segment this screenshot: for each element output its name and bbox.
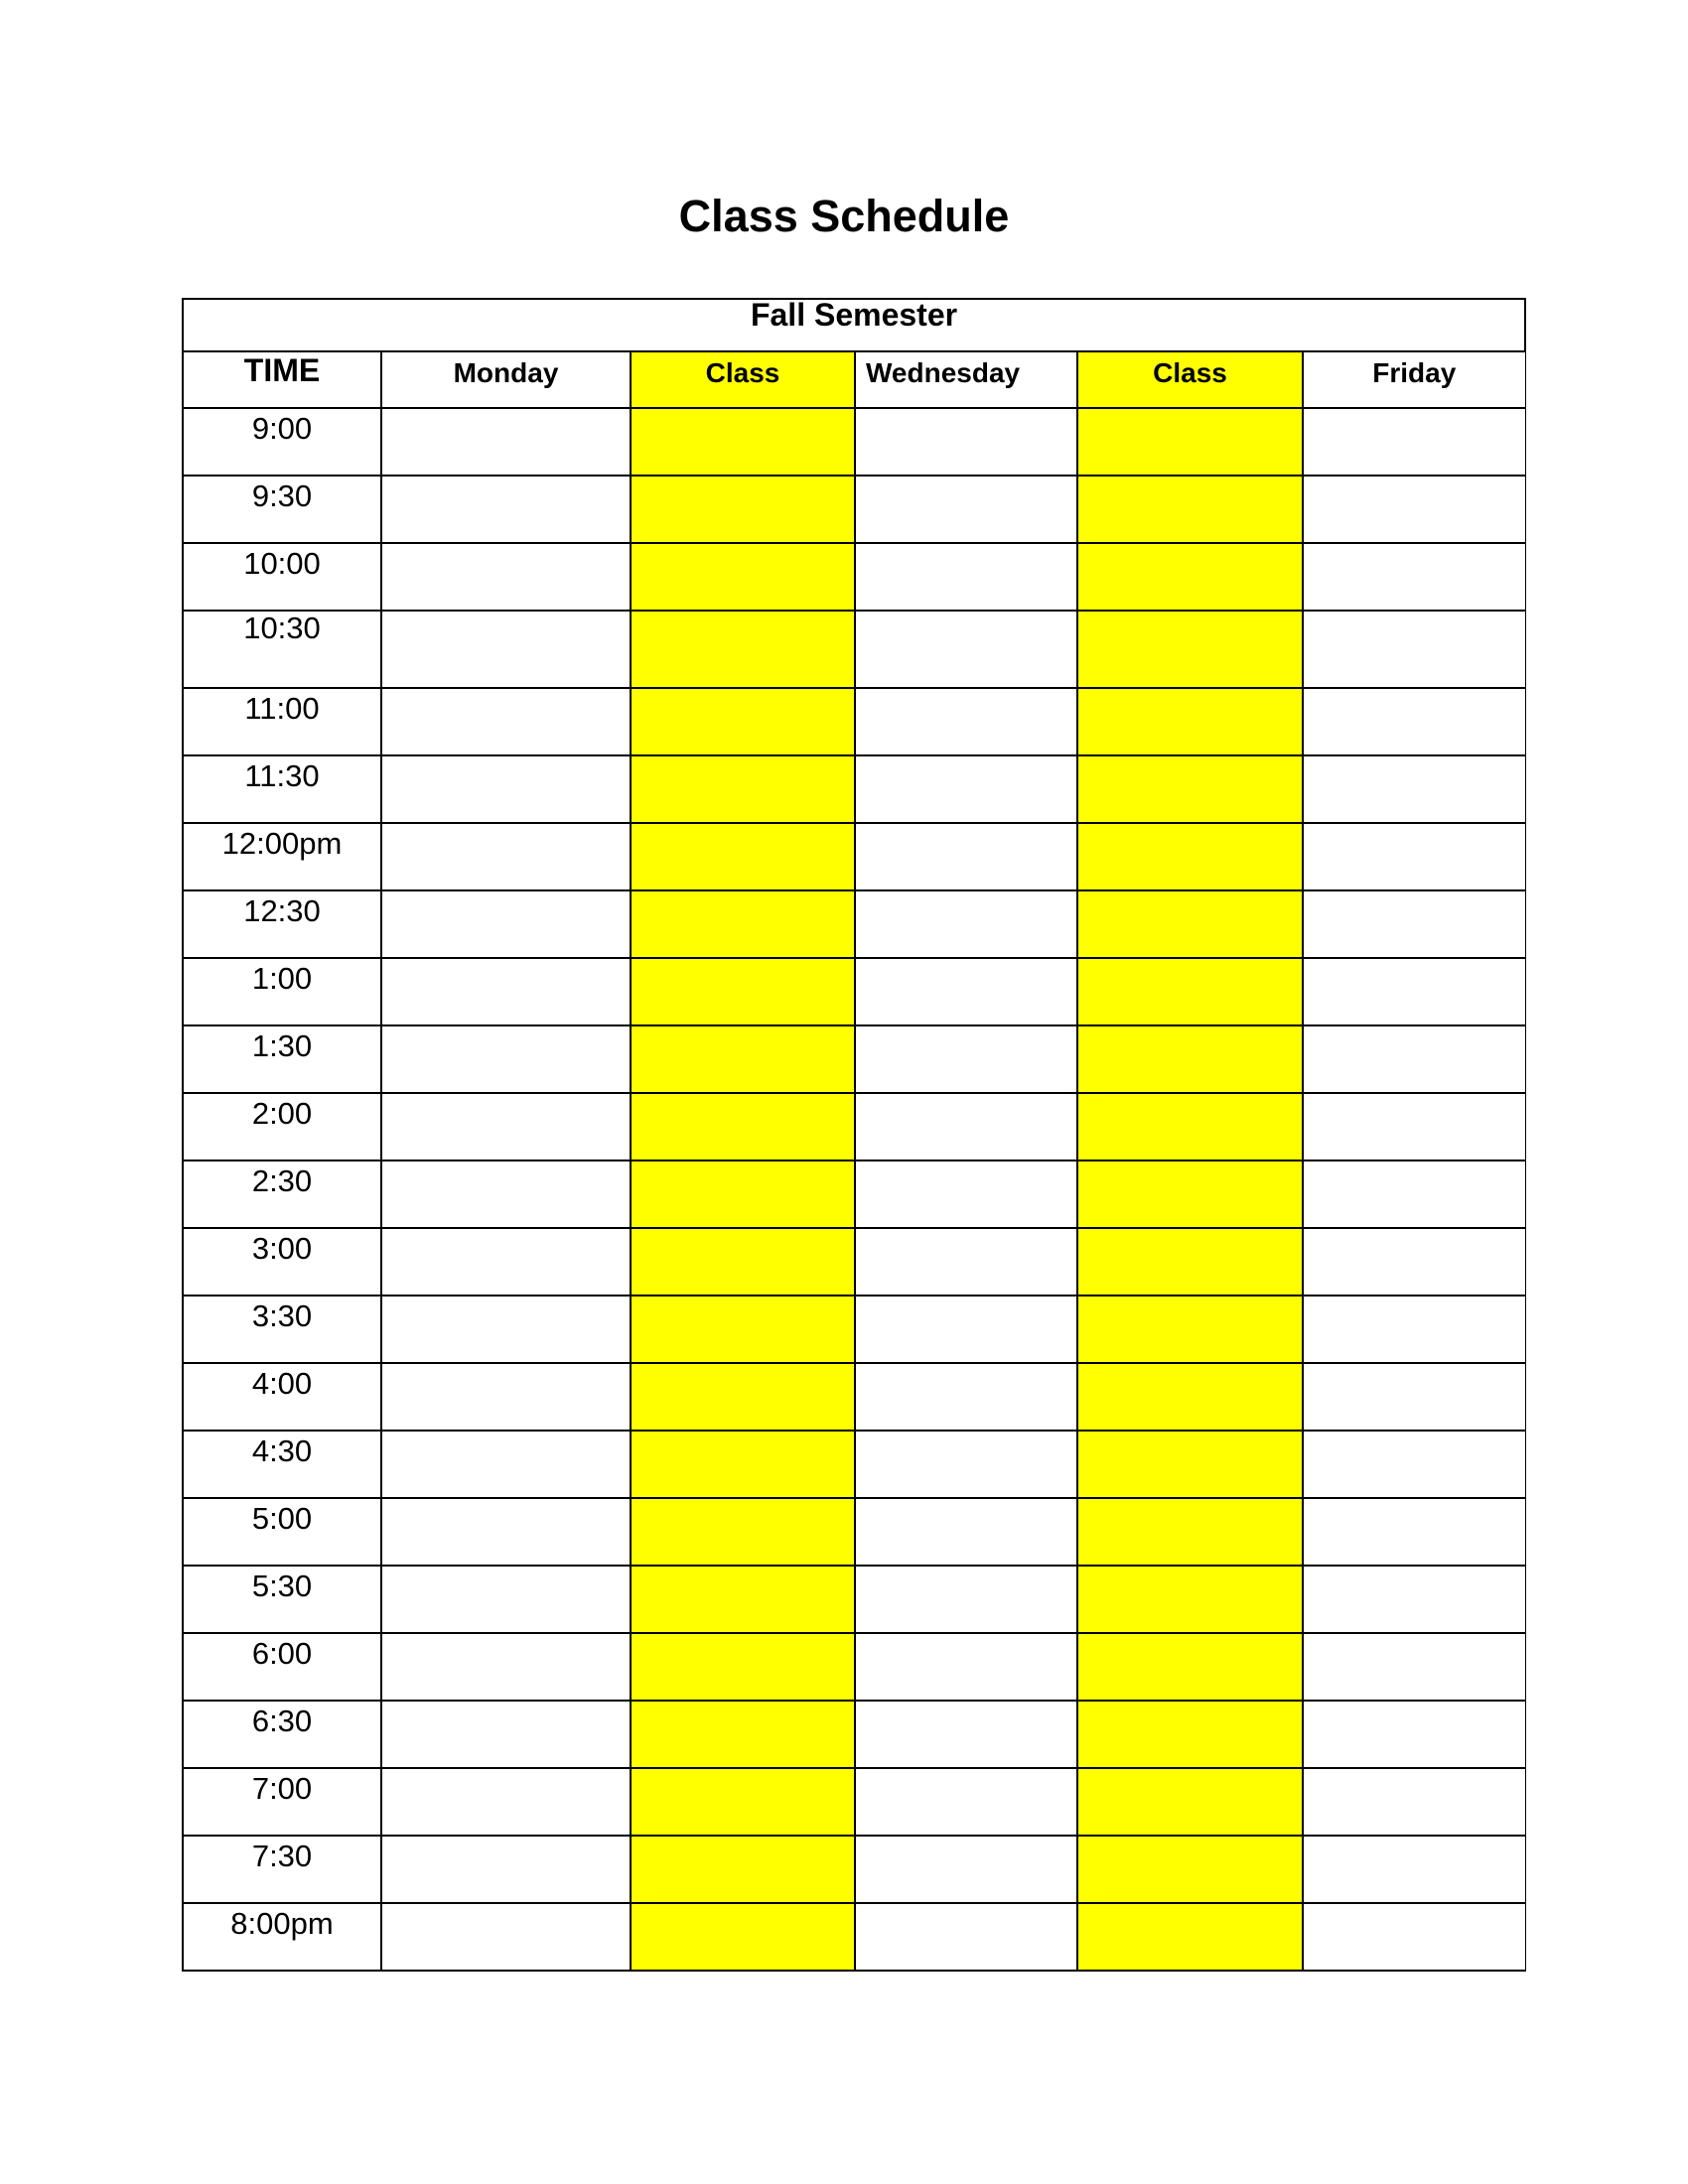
monday-cell[interactable]	[381, 1903, 631, 1971]
time-cell: 6:30	[183, 1701, 381, 1768]
wednesday-cell[interactable]	[855, 890, 1077, 958]
friday-cell[interactable]	[1303, 408, 1525, 476]
time-cell: 3:00	[183, 1228, 381, 1296]
table-row	[183, 1701, 1525, 1768]
class-cell[interactable]	[1077, 1160, 1303, 1228]
time-cell: 1:00	[183, 958, 381, 1025]
friday-cell[interactable]	[1303, 755, 1525, 823]
table-row	[183, 1431, 1525, 1498]
table-row	[183, 408, 1525, 476]
class-cell[interactable]	[1077, 1633, 1303, 1701]
class-cell[interactable]	[631, 543, 855, 611]
monday-cell[interactable]	[381, 1160, 631, 1228]
time-cell: 2:00	[183, 1093, 381, 1160]
class-cell[interactable]	[631, 408, 855, 476]
friday-cell[interactable]	[1303, 1093, 1525, 1160]
class-cell[interactable]	[1077, 688, 1303, 755]
wednesday-cell[interactable]	[855, 611, 1077, 688]
page-title: Class Schedule	[678, 191, 1010, 241]
class-cell[interactable]	[631, 958, 855, 1025]
monday-cell[interactable]	[381, 1296, 631, 1363]
monday-cell[interactable]	[381, 1093, 631, 1160]
wednesday-cell[interactable]	[855, 1903, 1077, 1971]
class-cell[interactable]	[1077, 408, 1303, 476]
friday-cell[interactable]	[1303, 1566, 1525, 1633]
class-cell[interactable]	[631, 611, 855, 688]
friday-cell[interactable]	[1303, 1903, 1525, 1971]
time-cell: 5:00	[183, 1498, 381, 1566]
friday-cell[interactable]	[1303, 1025, 1525, 1093]
class-cell[interactable]	[631, 1160, 855, 1228]
wednesday-cell[interactable]	[855, 1296, 1077, 1363]
friday-cell[interactable]	[1303, 1836, 1525, 1903]
wednesday-cell[interactable]	[855, 823, 1077, 890]
wednesday-cell[interactable]	[855, 1701, 1077, 1768]
class-cell[interactable]	[631, 1768, 855, 1836]
class-cell[interactable]	[1077, 1093, 1303, 1160]
monday-cell[interactable]	[381, 823, 631, 890]
friday-cell[interactable]	[1303, 1431, 1525, 1498]
class-cell[interactable]	[1077, 543, 1303, 611]
class-cell[interactable]	[631, 688, 855, 755]
wednesday-cell[interactable]	[855, 1363, 1077, 1431]
table-row	[183, 688, 1525, 755]
class-cell[interactable]	[631, 1498, 855, 1566]
wednesday-cell[interactable]	[855, 1836, 1077, 1903]
schedule-table	[182, 298, 1526, 1972]
table-row	[183, 823, 1525, 890]
friday-cell[interactable]	[1303, 476, 1525, 543]
wednesday-cell[interactable]	[855, 1431, 1077, 1498]
table-row	[183, 1836, 1525, 1903]
table-row	[183, 543, 1525, 611]
friday-cell[interactable]	[1303, 543, 1525, 611]
time-cell: 1:30	[183, 1025, 381, 1093]
class-cell[interactable]	[631, 1431, 855, 1498]
friday-cell[interactable]	[1303, 1633, 1525, 1701]
time-cell: 7:30	[183, 1836, 381, 1903]
time-cell: 10:30	[183, 611, 381, 688]
monday-cell[interactable]	[381, 1633, 631, 1701]
monday-cell[interactable]	[381, 1566, 631, 1633]
semester-title: Fall Semester	[183, 299, 1525, 351]
class-cell[interactable]	[1077, 1431, 1303, 1498]
time-cell: 7:00	[183, 1768, 381, 1836]
friday-cell[interactable]	[1303, 1296, 1525, 1363]
wednesday-cell[interactable]	[855, 755, 1077, 823]
time-cell: 11:00	[183, 688, 381, 755]
wednesday-cell[interactable]	[855, 1093, 1077, 1160]
table-row	[183, 1498, 1525, 1566]
class-cell[interactable]	[1077, 1701, 1303, 1768]
table-row	[183, 958, 1525, 1025]
semester-row	[183, 299, 1525, 351]
class-cell[interactable]	[631, 1228, 855, 1296]
monday-cell[interactable]	[381, 1228, 631, 1296]
table-row	[183, 1566, 1525, 1633]
class-cell[interactable]	[1077, 755, 1303, 823]
class-cell[interactable]	[631, 1566, 855, 1633]
class-cell[interactable]	[1077, 1903, 1303, 1971]
table-row	[183, 890, 1525, 958]
friday-cell[interactable]	[1303, 890, 1525, 958]
friday-cell[interactable]	[1303, 1363, 1525, 1431]
monday-cell[interactable]	[381, 1025, 631, 1093]
time-cell: 10:00	[183, 543, 381, 611]
monday-cell[interactable]	[381, 1701, 631, 1768]
table-row	[183, 1633, 1525, 1701]
table-row	[183, 1025, 1525, 1093]
monday-cell[interactable]	[381, 890, 631, 958]
column-header-monday: Monday	[381, 351, 631, 408]
column-header-class: Class	[631, 351, 855, 408]
class-cell[interactable]	[631, 476, 855, 543]
class-cell[interactable]	[631, 1093, 855, 1160]
class-cell[interactable]	[1077, 476, 1303, 543]
friday-cell[interactable]	[1303, 1768, 1525, 1836]
monday-cell[interactable]	[381, 611, 631, 688]
monday-cell[interactable]	[381, 543, 631, 611]
time-cell: 6:00	[183, 1633, 381, 1701]
class-cell[interactable]	[631, 1296, 855, 1363]
wednesday-cell[interactable]	[855, 408, 1077, 476]
class-cell[interactable]	[631, 890, 855, 958]
class-cell[interactable]	[1077, 823, 1303, 890]
header-row	[183, 351, 1525, 408]
monday-cell[interactable]	[381, 1836, 631, 1903]
table-row	[183, 1768, 1525, 1836]
time-cell: 12:30	[183, 890, 381, 958]
friday-cell[interactable]	[1303, 958, 1525, 1025]
class-cell[interactable]	[631, 1363, 855, 1431]
wednesday-cell[interactable]	[855, 1160, 1077, 1228]
class-cell[interactable]	[631, 1633, 855, 1701]
class-cell[interactable]	[631, 1025, 855, 1093]
class-cell[interactable]	[1077, 1768, 1303, 1836]
class-cell[interactable]	[1077, 958, 1303, 1025]
time-cell: 4:00	[183, 1363, 381, 1431]
monday-cell[interactable]	[381, 958, 631, 1025]
class-cell[interactable]	[1077, 1296, 1303, 1363]
class-cell[interactable]	[631, 755, 855, 823]
class-cell[interactable]	[1077, 611, 1303, 688]
time-cell: 11:30	[183, 755, 381, 823]
friday-cell[interactable]	[1303, 1160, 1525, 1228]
table-row	[183, 1160, 1525, 1228]
time-cell: 9:00	[183, 408, 381, 476]
friday-cell[interactable]	[1303, 1228, 1525, 1296]
monday-cell[interactable]	[381, 755, 631, 823]
wednesday-cell[interactable]	[855, 958, 1077, 1025]
column-header-class: Class	[1077, 351, 1303, 408]
class-cell[interactable]	[1077, 1566, 1303, 1633]
wednesday-cell[interactable]	[855, 1566, 1077, 1633]
time-cell: 3:30	[183, 1296, 381, 1363]
time-cell: 8:00pm	[183, 1903, 381, 1971]
friday-cell[interactable]	[1303, 611, 1525, 688]
class-cell[interactable]	[1077, 1836, 1303, 1903]
wednesday-cell[interactable]	[855, 688, 1077, 755]
wednesday-cell[interactable]	[855, 476, 1077, 543]
time-cell: 9:30	[183, 476, 381, 543]
monday-cell[interactable]	[381, 1498, 631, 1566]
class-cell[interactable]	[1077, 1363, 1303, 1431]
friday-cell[interactable]	[1303, 688, 1525, 755]
monday-cell[interactable]	[381, 1768, 631, 1836]
time-cell: 4:30	[183, 1431, 381, 1498]
wednesday-cell[interactable]	[855, 1768, 1077, 1836]
class-cell[interactable]	[1077, 890, 1303, 958]
time-cell: 5:30	[183, 1566, 381, 1633]
class-cell[interactable]	[631, 1836, 855, 1903]
class-cell[interactable]	[1077, 1025, 1303, 1093]
time-cell: 2:30	[183, 1160, 381, 1228]
monday-cell[interactable]	[381, 476, 631, 543]
table-row	[183, 476, 1525, 543]
wednesday-cell[interactable]	[855, 543, 1077, 611]
wednesday-cell[interactable]	[855, 1498, 1077, 1566]
column-header-wednesday: Wednesday	[855, 351, 1077, 408]
class-cell[interactable]	[631, 1903, 855, 1971]
monday-cell[interactable]	[381, 408, 631, 476]
table-row	[183, 755, 1525, 823]
wednesday-cell[interactable]	[855, 1228, 1077, 1296]
class-cell[interactable]	[1077, 1228, 1303, 1296]
table-row	[183, 611, 1525, 688]
friday-cell[interactable]	[1303, 823, 1525, 890]
friday-cell[interactable]	[1303, 1701, 1525, 1768]
time-cell: 12:00pm	[183, 823, 381, 890]
column-header-time: TIME	[183, 351, 381, 408]
monday-cell[interactable]	[381, 688, 631, 755]
friday-cell[interactable]	[1303, 1498, 1525, 1566]
table-row	[183, 1093, 1525, 1160]
monday-cell[interactable]	[381, 1431, 631, 1498]
class-cell[interactable]	[631, 1701, 855, 1768]
class-cell[interactable]	[631, 823, 855, 890]
wednesday-cell[interactable]	[855, 1025, 1077, 1093]
column-header-friday: Friday	[1303, 351, 1525, 408]
wednesday-cell[interactable]	[855, 1633, 1077, 1701]
table-row	[183, 1903, 1525, 1971]
monday-cell[interactable]	[381, 1363, 631, 1431]
class-cell[interactable]	[1077, 1498, 1303, 1566]
table-row	[183, 1296, 1525, 1363]
table-row	[183, 1363, 1525, 1431]
table-row	[183, 1228, 1525, 1296]
